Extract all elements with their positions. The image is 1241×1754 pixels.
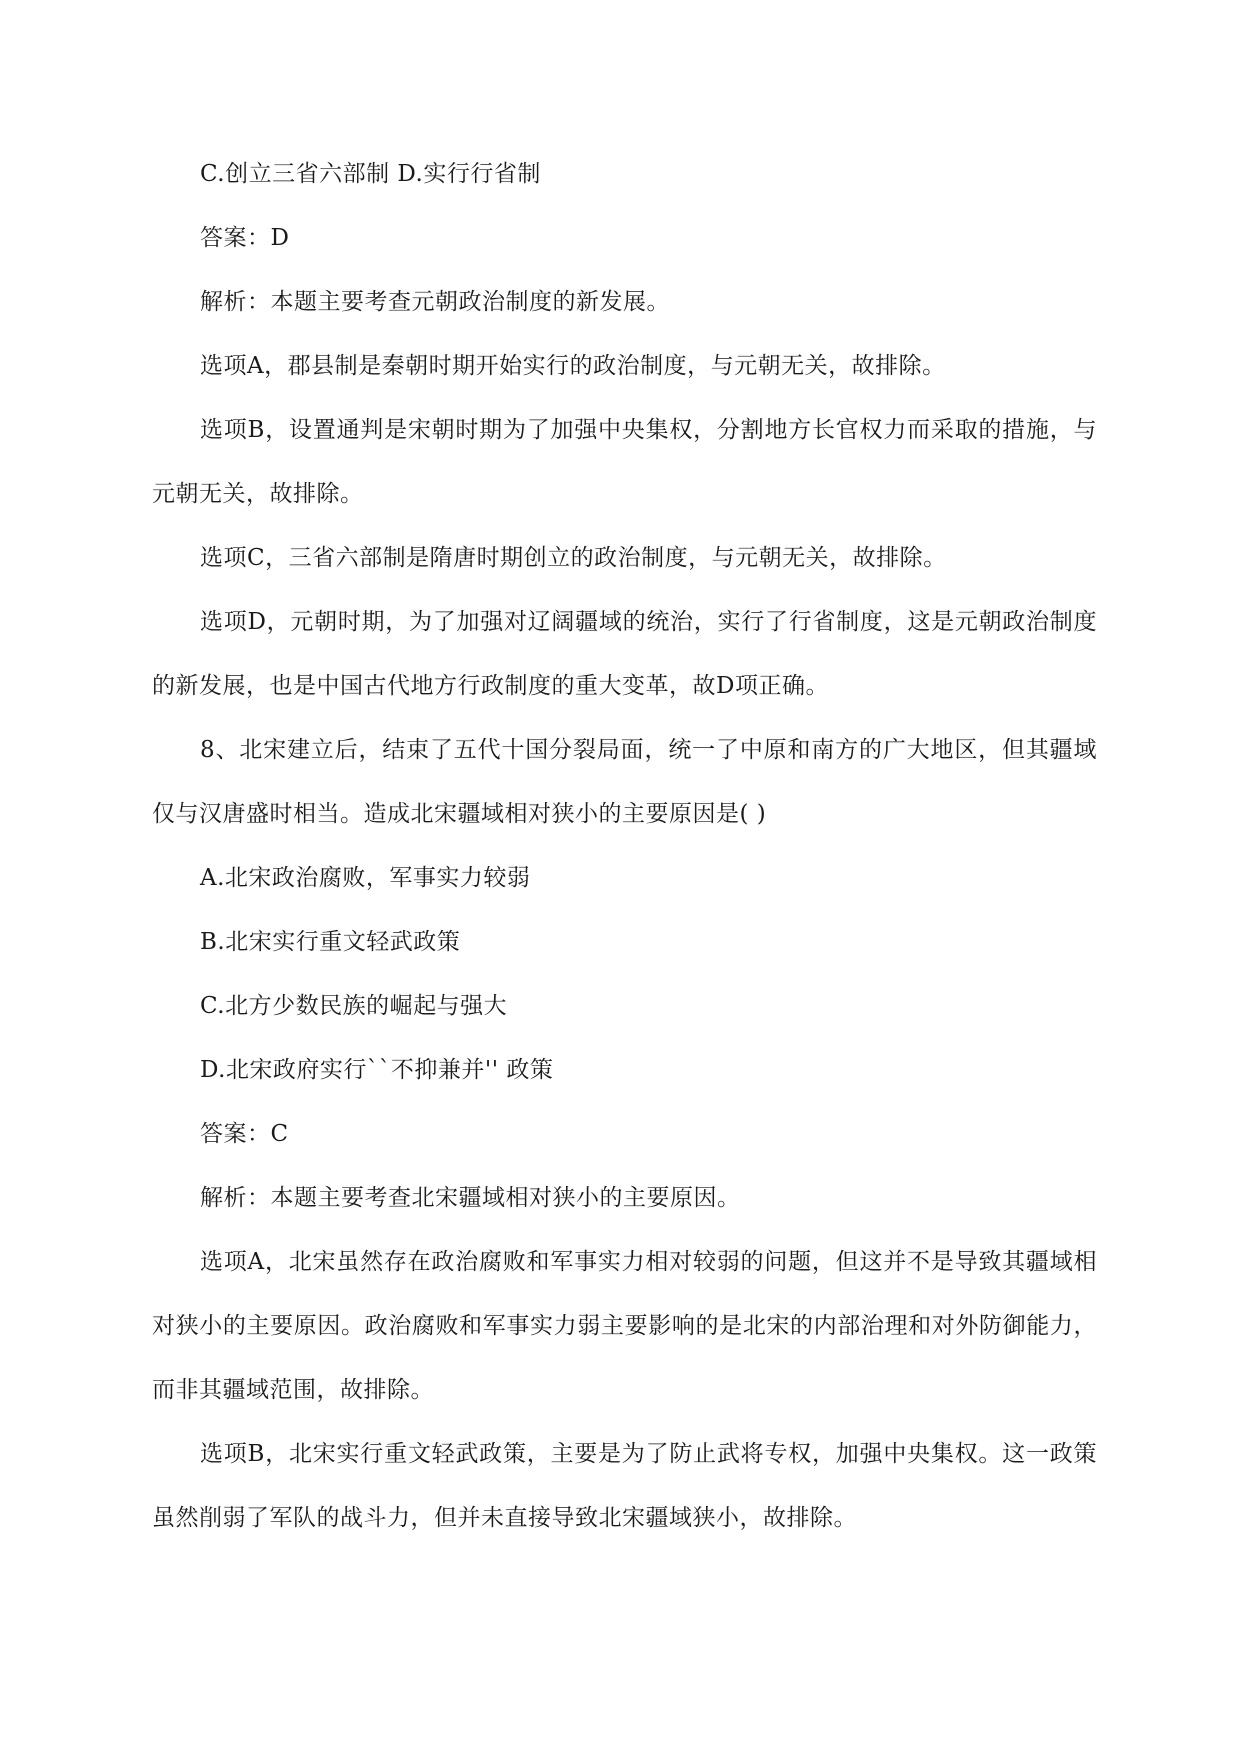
- question-8-option-b: B.北宋实行重文轻武政策: [200, 929, 461, 955]
- question-8-option-a-analysis: 选项A，北宋虽然存在政治腐败和军事实力相对较弱的问题，但这并不是导致其疆域相对狭小的主要原因。政治腐败和军事实力弱主要影响的是北宋的内部治理和对外防御能力，而非其疆域范围，故排除。: [152, 1249, 1097, 1403]
- option-b-analysis: 选项B，设置通判是宋朝时期为了加强中央集权，分割地方长官权力而采取的措施，与元朝无关，故排除。: [152, 417, 1097, 507]
- question-8-answer: 答案：C: [200, 1121, 289, 1147]
- document-body: [152, 142, 1097, 1550]
- option-d-analysis: 选项D，元朝时期，为了加强对辽阔疆域的统治，实行了行省制度，这是元朝政治制度的新发展，也是中国古代地方行政制度的重大变革，故D项正确。: [152, 609, 1097, 699]
- question-8-analysis: 解析：本题主要考查北宋疆域相对狭小的主要原因。: [200, 1185, 741, 1211]
- question-8-option-c: C.北方少数民族的崛起与强大: [200, 993, 508, 1019]
- analysis-line: 解析：本题主要考查元朝政治制度的新发展。: [200, 289, 670, 315]
- question-8-option-b-analysis: 选项B，北宋实行重文轻武政策，主要是为了防止武将专权，加强中央集权。这一政策虽然削弱了军队的战斗力，但并未直接导致北宋疆域狭小，故排除。: [152, 1441, 1097, 1531]
- answer-line: 答案：D: [200, 225, 290, 251]
- option-line-cd: C.创立三省六部制 D.实行行省制: [200, 161, 541, 187]
- question-8-option-a: A.北宋政治腐败，军事实力较弱: [200, 865, 531, 891]
- option-a-analysis: 选项A，郡县制是秦朝时期开始实行的政治制度，与元朝无关，故排除。: [200, 353, 946, 379]
- question-8-option-d: D.北宋政府实行``不抑兼并'' 政策: [200, 1057, 554, 1083]
- question-8: 8、北宋建立后，结束了五代十国分裂局面，统一了中原和南方的广大地区，但其疆域仅与汉唐盛时相当。造成北宋疆域相对狭小的主要原因是( ): [152, 737, 1097, 827]
- option-c-analysis: 选项C，三省六部制是隋唐时期创立的政治制度，与元朝无关，故排除。: [200, 545, 947, 571]
